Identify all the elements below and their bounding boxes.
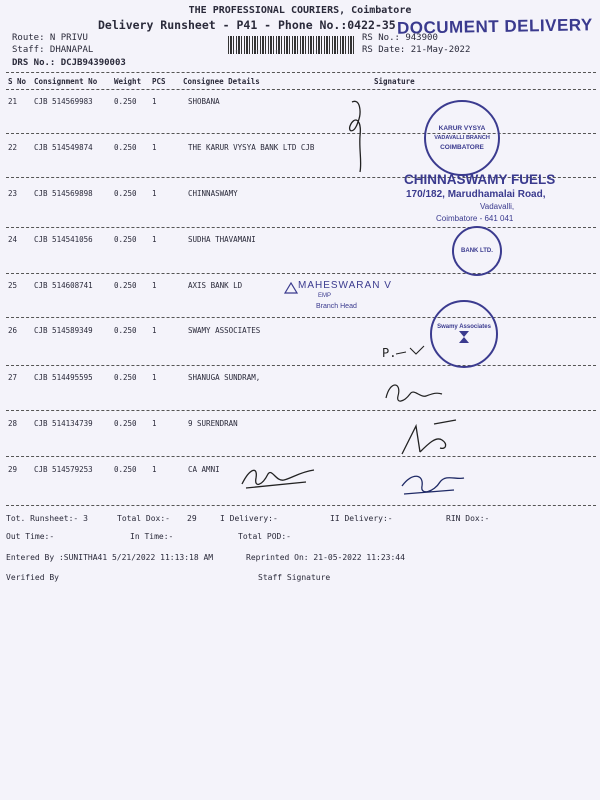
row-consignee: SHANUGA SUNDRAM, bbox=[188, 373, 261, 382]
row-sno: 28 bbox=[8, 419, 18, 428]
bank-ltd-text: BANK LTD. bbox=[461, 248, 493, 254]
document-delivery-stamp: DOCUMENT DELIVERY bbox=[396, 15, 593, 38]
signature-row-21 bbox=[338, 92, 378, 178]
route-label: Route: N PRIVU bbox=[12, 33, 88, 43]
second-delivery: II Delivery:- bbox=[330, 514, 393, 523]
row-weight: 0.250 bbox=[114, 143, 137, 152]
karur-vysya-bank-stamp bbox=[424, 100, 500, 176]
in-time: In Time:- bbox=[130, 532, 174, 541]
total-pod: Total POD:- bbox=[238, 532, 291, 541]
company-name: THE PROFESSIONAL COURIERS, Coimbatore bbox=[188, 5, 412, 16]
total-runsheet: Tot. Runsheet:- 3 bbox=[6, 514, 88, 523]
row-pcs: 1 bbox=[152, 235, 157, 244]
signature-row-26 bbox=[394, 340, 434, 360]
total-dox-value: 29 bbox=[187, 514, 197, 523]
row-consignee: AXIS BANK LD bbox=[188, 281, 243, 290]
divider bbox=[6, 72, 596, 73]
row-sno: 29 bbox=[8, 465, 18, 474]
row-weight: 0.250 bbox=[114, 97, 137, 106]
barcode bbox=[228, 36, 356, 54]
col-consignment: Consignment No bbox=[34, 77, 98, 86]
fuels-stamp-name: CHINNASWAMY FUELS bbox=[404, 172, 556, 187]
row-sno: 23 bbox=[8, 189, 18, 198]
axis-stamp-line3: Branch Head bbox=[316, 303, 357, 310]
kvb-stamp-branch: VADAVALLI BRANCH bbox=[434, 135, 490, 141]
signature-row-29 bbox=[236, 458, 320, 494]
fuels-stamp-pin: Coimbatore - 641 041 bbox=[436, 214, 514, 223]
entered-by: Entered By :SUNITHA41 5/21/2022 11:13:18 AM bbox=[6, 553, 214, 562]
out-time: Out Time:- bbox=[6, 532, 55, 541]
row-divider bbox=[6, 227, 596, 228]
swamy-associates-stamp bbox=[430, 300, 498, 368]
row-consignment: CJB 514608741 bbox=[34, 281, 93, 290]
rin-dox: RIN Dox:- bbox=[446, 514, 490, 523]
row-consignment: CJB 514589349 bbox=[34, 326, 93, 335]
staff-signature: Staff Signature bbox=[258, 573, 331, 582]
row-sno: 26 bbox=[8, 326, 18, 335]
axis-stamp-line2: EMP bbox=[318, 293, 332, 299]
verified-by: Verified By bbox=[6, 573, 59, 582]
row-pcs: 1 bbox=[152, 281, 157, 290]
col-consignee: Consignee Details bbox=[183, 77, 260, 86]
runsheet-title: Delivery Runsheet - P41 - Phone No.:0422-35 bbox=[98, 18, 396, 32]
first-delivery: I Delivery:- bbox=[220, 514, 278, 523]
row-divider bbox=[6, 317, 596, 318]
axis-logo-icon bbox=[284, 282, 298, 294]
row-consignee: CHINNASWAMY bbox=[188, 189, 238, 198]
hourglass-icon bbox=[457, 330, 471, 344]
col-weight: Weight bbox=[114, 77, 142, 86]
axis-stamp-name: MAHESWARAN V bbox=[298, 280, 392, 291]
signature-row-29-right bbox=[394, 462, 474, 502]
kvb-stamp-top: KARUR VYSYA bbox=[438, 125, 486, 132]
row-consignment: CJB 514569898 bbox=[34, 189, 93, 198]
row-pcs: 1 bbox=[152, 97, 157, 106]
row-divider bbox=[6, 133, 596, 134]
row-sno: 22 bbox=[8, 143, 18, 152]
divider bbox=[6, 89, 596, 90]
row-sno: 27 bbox=[8, 373, 18, 382]
row-consignment: CJB 514569983 bbox=[34, 97, 93, 106]
row-weight: 0.250 bbox=[114, 465, 137, 474]
row-pcs: 1 bbox=[152, 465, 157, 474]
row-weight: 0.250 bbox=[114, 373, 137, 382]
row-sno: 24 bbox=[8, 235, 18, 244]
row-sno: 21 bbox=[8, 97, 18, 106]
row-consignee: SUDHA THAVAMANI bbox=[188, 235, 256, 244]
rs-number: RS No.: 943900 bbox=[362, 33, 438, 43]
row-weight: 0.250 bbox=[114, 235, 137, 244]
fuels-stamp-city: Vadavalli, bbox=[480, 202, 515, 211]
row-consignee: SWAMY ASSOCIATES bbox=[188, 326, 261, 335]
staff-label: Staff: DHANAPAL bbox=[12, 45, 94, 55]
signature-row-27 bbox=[380, 376, 460, 412]
row-consignment: CJB 514541056 bbox=[34, 235, 93, 244]
row-weight: 0.250 bbox=[114, 189, 137, 198]
row-weight: 0.250 bbox=[114, 326, 137, 335]
assoc-stamp-text: Swamy Associates bbox=[437, 324, 491, 330]
rs-date: RS Date: 21-May-2022 bbox=[362, 45, 471, 55]
bank-ltd-stamp bbox=[452, 226, 502, 276]
row-pcs: 1 bbox=[152, 373, 157, 382]
total-dox-label: Total Dox:- bbox=[117, 514, 170, 523]
row-consignment: CJB 514549874 bbox=[34, 143, 93, 152]
row-divider bbox=[6, 456, 596, 457]
signature-p: P. bbox=[382, 346, 397, 360]
row-sno: 25 bbox=[8, 281, 18, 290]
signature-row-28 bbox=[396, 414, 476, 464]
col-sno: S No bbox=[8, 77, 27, 86]
col-pcs: PCS bbox=[152, 77, 166, 86]
row-consignment: CJB 514134739 bbox=[34, 419, 93, 428]
drs-number: DRS No.: DCJB94390003 bbox=[12, 58, 126, 68]
fuels-stamp-address: 170/182, Marudhamalai Road, bbox=[406, 189, 546, 200]
row-consignee: CA AMNI bbox=[188, 465, 220, 474]
col-signature: Signature bbox=[374, 77, 415, 86]
reprinted-on: Reprinted On: 21-05-2022 11:23:44 bbox=[246, 553, 405, 562]
row-divider bbox=[6, 273, 596, 274]
row-consignment: CJB 514579253 bbox=[34, 465, 93, 474]
row-pcs: 1 bbox=[152, 419, 157, 428]
row-divider bbox=[6, 365, 596, 366]
row-weight: 0.250 bbox=[114, 419, 137, 428]
row-consignee: 9 SURENDRAN bbox=[188, 419, 238, 428]
row-pcs: 1 bbox=[152, 143, 157, 152]
row-divider bbox=[6, 505, 596, 506]
row-consignment: CJB 514495595 bbox=[34, 373, 93, 382]
row-consignee: SHOBANA bbox=[188, 97, 220, 106]
row-weight: 0.250 bbox=[114, 281, 137, 290]
row-pcs: 1 bbox=[152, 326, 157, 335]
row-consignee: THE KARUR VYSYA BANK LTD CJB bbox=[188, 143, 315, 152]
row-divider bbox=[6, 410, 596, 411]
kvb-stamp-bottom: COIMBATORE bbox=[440, 144, 484, 151]
row-pcs: 1 bbox=[152, 189, 157, 198]
